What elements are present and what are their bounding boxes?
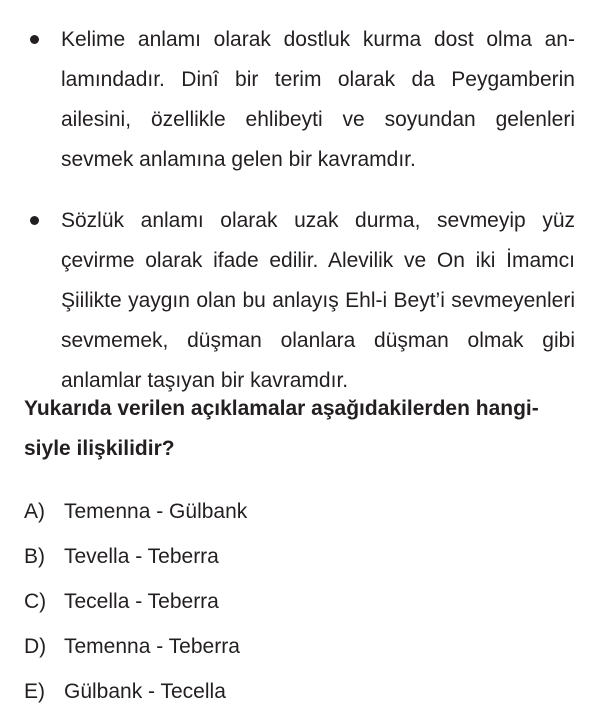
option-text: Temenna - Gülbank [64, 500, 248, 523]
option-letter: D) [24, 635, 47, 658]
description-item [30, 201, 575, 401]
option-letter: C) [24, 590, 47, 613]
option-letter: B) [24, 545, 45, 568]
description-text: Sözlük anlamı olarak uzak durma, sevmeyip yüz çevirme olarak ifade edilir. Alevilik ve On iki İmamcı Şiilikte yaygın olan bu anlayış Ehl-i Beyt’i sevmeyenleri sevmemek, düşman olanlara düşman olmak gibi anlamlar taşıyan bir kavramdır. [61, 209, 575, 392]
option-c[interactable] [24, 579, 247, 624]
option-e[interactable] [24, 669, 247, 714]
option-text: Tecella - Teberra [64, 590, 219, 613]
description-list [30, 20, 575, 401]
option-b[interactable] [24, 534, 247, 579]
description-item [30, 20, 575, 180]
question-stem: Yukarıda verilen açıklamalar aşağıdakilerden hangisiyle ilişkilidir? [24, 397, 539, 460]
option-text: Tevella - Teberra [64, 545, 219, 568]
bullet-icon [30, 216, 39, 225]
option-letter: E) [24, 680, 45, 703]
description-text: Kelime anlamı olarak dostluk kurma dost olma anlamındadır. Dinî bir terim olarak da Peygamberin ailesini, özellikle ehlibeyti ve soyundan gelenleri sevmek anlamına gelen bir kavramdır. [61, 28, 575, 171]
option-letter: A) [24, 500, 45, 523]
option-text: Gülbank - Tecella [64, 680, 226, 703]
answer-options [24, 489, 247, 714]
option-text: Temenna - Teberra [64, 635, 240, 658]
bullet-icon [30, 35, 39, 44]
option-a[interactable] [24, 489, 247, 534]
option-d[interactable] [24, 624, 247, 669]
